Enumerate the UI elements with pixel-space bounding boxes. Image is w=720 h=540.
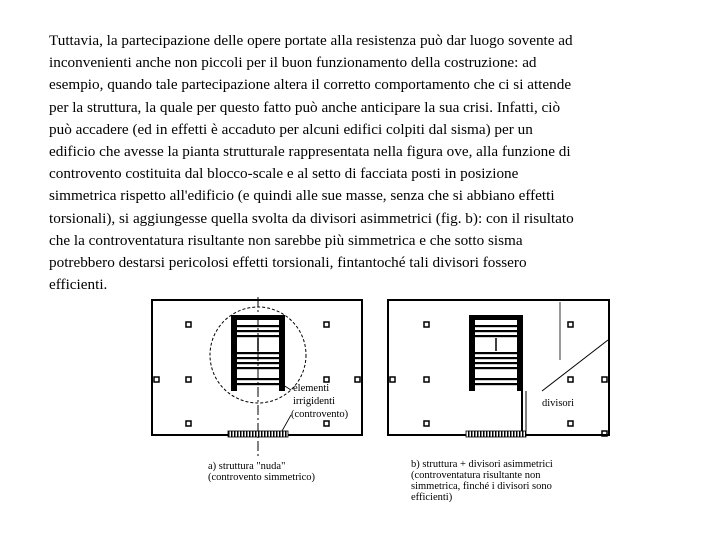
caption-b-title: b) struttura + divisori asimmetrici	[411, 459, 553, 470]
stair-block-b	[469, 315, 523, 391]
plan-a-nuda	[152, 297, 362, 458]
partition-wall-diagonal	[542, 340, 608, 391]
paragraph-line: controvento costituita dal blocco-scale e al setto di facciata posti in posizione	[49, 165, 519, 183]
paragraph-line: torsionali), si aggiungesse quella svolta da divisori asimmetrici (fig. b): con il risultato	[49, 209, 574, 227]
caption-b-line: (controventatura risultante non	[411, 470, 541, 481]
caption-a	[208, 461, 315, 483]
paragraph-line: edificio che avesse la pianta strutturale rappresentata nella figura ove, alla funzione di	[49, 143, 571, 161]
paragraph-line: efficienti.	[49, 276, 108, 294]
paragraph-line: inconvenienti anche non piccoli per il buon funzionamento della costruzione: ad	[49, 54, 537, 72]
caption-b	[411, 459, 553, 503]
paragraph-line: potrebbero destarsi pericolosi effetti torsionali, fintantoché tali divisori fossero	[49, 254, 527, 272]
paragraph-line: che la controventatura risultante non sarebbe più simmetrica e che sotto sisma	[49, 231, 523, 249]
paragraph-line: per la struttura, la quale per questo fatto può anche anticipare la sua crisi. Infatti, ciò	[49, 98, 561, 116]
label-elementi: elementi	[293, 383, 330, 394]
caption-b-line: simmetrica, finché i divisori sono	[411, 481, 552, 492]
label-divisori: divisori	[542, 398, 575, 409]
caption-a-subtitle: (controvento simmetrico)	[208, 472, 316, 483]
paragraph-line: può accadere (ed in effetti è accaduto per alcuni edifici colpiti dal sisma) per un	[49, 120, 533, 138]
plan-b-divisori	[388, 300, 609, 437]
label-controvento: (controvento)	[291, 409, 349, 420]
caption-b-line: efficienti)	[411, 492, 453, 503]
paragraph-line: esempio, quando tale partecipazione altera il corretto comportamento che ci si attende	[49, 76, 572, 94]
facade-wall-a	[228, 431, 288, 437]
stair-block	[231, 315, 285, 391]
leader-line	[282, 415, 291, 431]
paragraph-line: Tuttavia, la partecipazione delle opere portate alla resistenza può dar luogo sovente ad	[49, 32, 573, 49]
label-irrigidenti: irrigidenti	[293, 396, 335, 407]
caption-a-title: a) struttura "nuda"	[208, 461, 286, 472]
facade-wall-b	[466, 431, 526, 437]
paragraph-line: simmetrica rispetto all'edificio (e quindi alle sue masse, senza che si abbiano effetti	[49, 187, 555, 205]
